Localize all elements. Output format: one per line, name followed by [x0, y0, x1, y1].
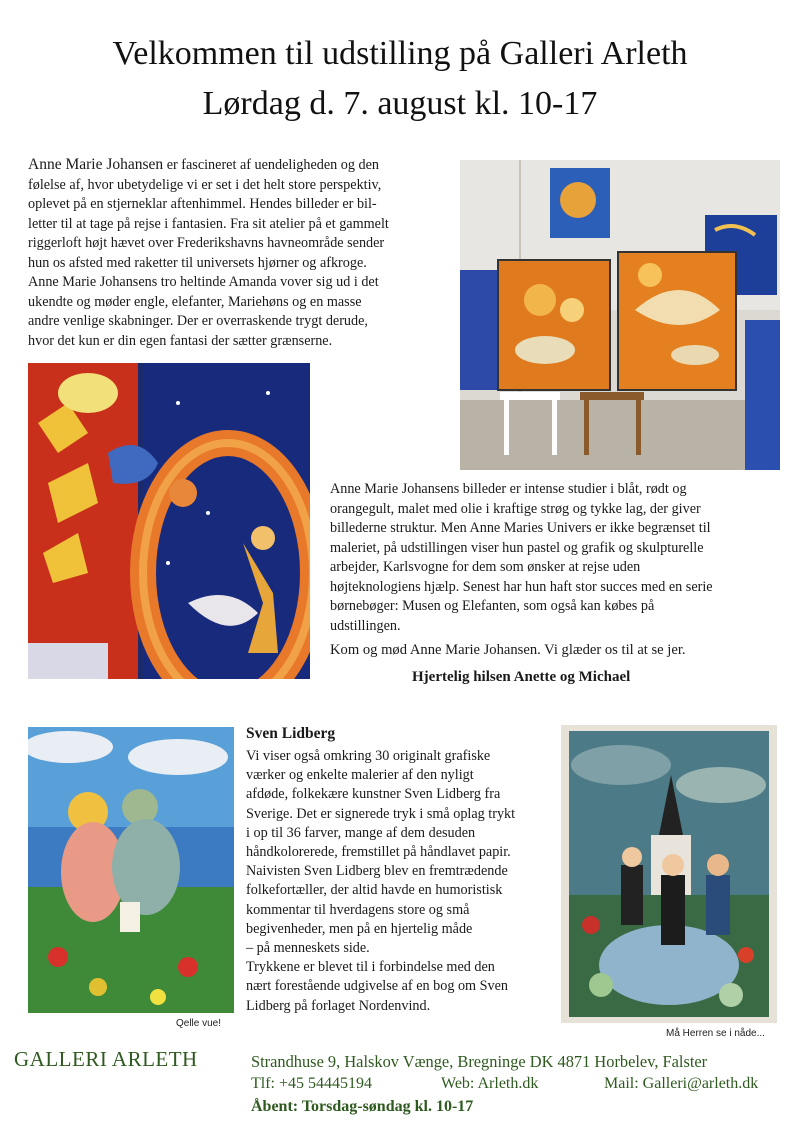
- intro-line: oplevet på en stjerneklar aftenhimmel. Hendes billeder er bil-: [28, 196, 377, 212]
- intro-line: er fascineret af uendeligheden og den: [163, 157, 380, 173]
- sven-couple-painting: [28, 727, 234, 1013]
- sven-line: Trykkene er blevet til i forbindelse med den: [246, 959, 495, 976]
- sven-line: kommentar til hverdagens store og små: [246, 901, 470, 918]
- footer-web[interactable]: Web: Arleth.dk: [441, 1075, 539, 1092]
- anne-name: Anne Marie Johansen: [28, 156, 164, 173]
- caption-maa-herren: Må Herren se i nåde...: [666, 1028, 765, 1039]
- sven-line: Lidberg på forlaget Nordenvind.: [246, 997, 431, 1014]
- page-title-line2: Lørdag d. 7. august kl. 10-17: [202, 85, 598, 122]
- intro-line: riggerloft højt hævet over Frederikshavns havneområde sender: [28, 235, 385, 251]
- sven-church-painting: [561, 725, 777, 1023]
- sven-line: – på menneskets side.: [246, 940, 370, 957]
- star-ring-painting-photo: [28, 363, 310, 679]
- anne-second-paragraph: [330, 480, 790, 636]
- sven-line: værker og enkelte malerier af den nyligt: [246, 767, 474, 784]
- intro-line: letter til at tage på rejse i fantasien. Fra sit atelier på et gammelt: [28, 215, 389, 232]
- caption-qelle-vue: Qelle vue!: [176, 1018, 222, 1029]
- sven-heading: Sven Lidberg: [246, 725, 336, 742]
- second-line: udstillingen.: [330, 617, 401, 634]
- second-line: børnebøger: Musen og Elefanten, som også kan købes på: [330, 598, 655, 614]
- page-title-line1: Velkommen til udstilling på Galleri Arleth: [112, 35, 688, 72]
- second-line: maleriet, på udstillingen viser hun pastel og grafik og skulpturelle: [330, 539, 704, 556]
- second-line: Anne Marie Johansens billeder er intense studier i blåt, rødt og: [330, 481, 687, 497]
- sven-line: nært forestående udgivelse af en bog om Sven: [246, 978, 509, 995]
- sven-line: begivenheder, men på en hjertelig måde: [246, 920, 473, 937]
- second-line: arbejder, Karlsvogne for dem som ønsker at rejse uden: [330, 559, 641, 575]
- footer-address: Strandhuse 9, Halskov Vænge, Bregninge DK 4871 Horbelev, Falster: [251, 1052, 708, 1071]
- studio-paintings-photo: [460, 160, 780, 470]
- greeting-line: Hjertelig hilsen Anette og Michael: [412, 669, 631, 685]
- sven-line: i op til 36 farver, mange af dem desuden: [246, 824, 476, 841]
- gallery-name: GALLERI ARLETH: [14, 1047, 198, 1071]
- footer-hours: Åbent: Torsdag-søndag kl. 10-17: [251, 1098, 474, 1115]
- sven-line: Vi viser også omkring 30 originalt grafiske: [246, 748, 491, 764]
- second-line: orangegult, malet med olie i kraftige strøg og tykke lag, der giver: [330, 500, 701, 517]
- second-line: billederne struktur. Men Anne Maries Univers er ikke begrænset til: [330, 520, 711, 536]
- intro-line: andre venlige skabninger. Der er overraskende trygt derude,: [28, 313, 368, 329]
- sven-line: håndkolorerede, fremstillet på håndlavet papir.: [246, 844, 511, 861]
- footer-phone: Tlf: +45 54445194: [251, 1075, 373, 1092]
- intro-line: hun os afsted med raketter til universets hjørner og afkroge.: [28, 254, 367, 271]
- footer-mail[interactable]: Mail: Galleri@arleth.dk: [604, 1075, 759, 1092]
- sven-line: Sverige. Det er signerede tryk i små oplag trykt: [246, 805, 516, 822]
- sven-paragraph: [246, 747, 556, 1016]
- anne-intro-paragraph: [28, 155, 458, 351]
- intro-line: følelse af, hvor ubetydelige vi er set i det helt store perspektiv,: [28, 176, 382, 193]
- intro-line: hvor det kun er din egen fantasi der sætter grænserne.: [28, 332, 333, 349]
- sven-line: Naivisten Sven Lidberg blev en fremtrædende: [246, 863, 508, 880]
- sven-line: folkefortæller, der altid havde en humoristisk: [246, 882, 503, 899]
- second-line: højteknologiens hjælp. Senest har hun haft stor succes med en serie: [330, 578, 713, 595]
- intro-line: Anne Marie Johansens tro heltinde Amanda vover sig ud i det: [28, 274, 379, 290]
- invite-line: Kom og mød Anne Marie Johansen. Vi glæder os til at se jer.: [330, 642, 686, 658]
- intro-line: ukendte og møder engle, elefanter, Mariehøns og en masse: [28, 293, 362, 310]
- sven-line: afdøde, folkekære kunstner Sven Lidberg fra: [246, 786, 501, 803]
